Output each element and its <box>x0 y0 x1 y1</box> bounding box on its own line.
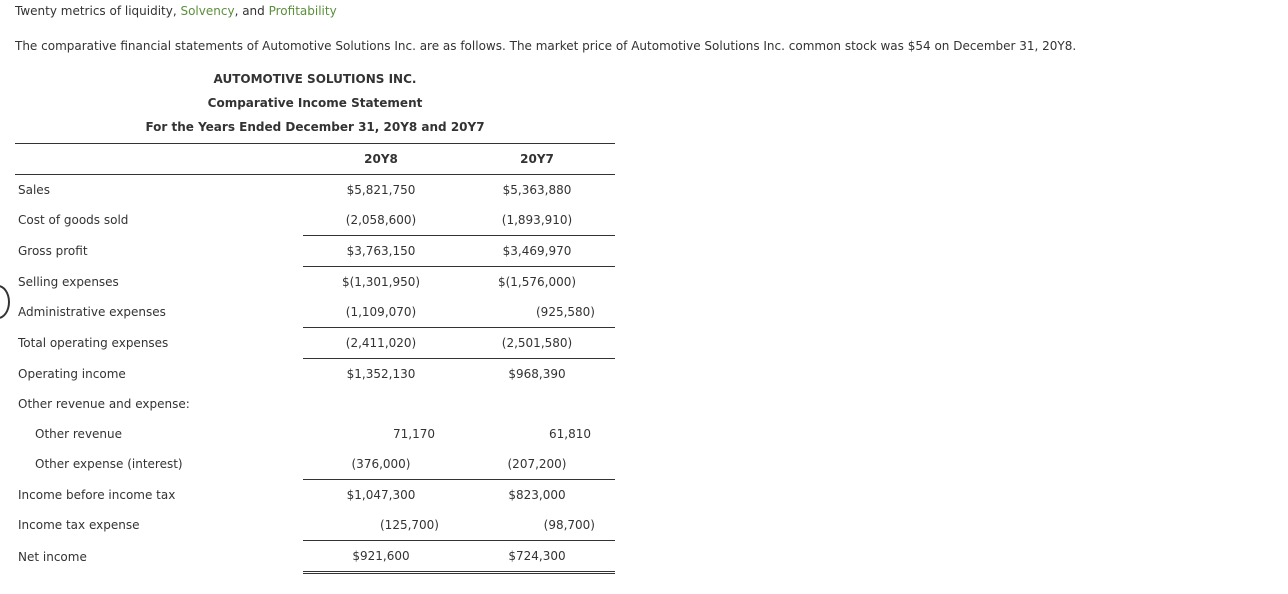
value-20y7: $823,000 <box>508 488 566 502</box>
statement-title: Comparative Income Statement <box>207 96 423 110</box>
value-20y8: $1,047,300 <box>346 488 416 502</box>
column-header-20y7: 20Y7 <box>459 144 615 175</box>
header-label-cell <box>15 144 303 175</box>
row-label: Other revenue <box>35 427 123 441</box>
row-label: Cost of goods sold <box>18 213 129 228</box>
intro-text: The comparative financial statements of Automotive Solutions Inc. are as follows. The market price of Automotive Solutions Inc. common stock was $54 on December 31, 20Y8. <box>15 39 1077 53</box>
row-label: Sales <box>18 183 50 197</box>
value-20y8: $3,763,150 <box>303 236 459 267</box>
row-income-tax-expense <box>15 510 615 541</box>
row-label: Other revenue and expense: <box>18 397 190 411</box>
value-20y7: (207,200) <box>459 449 615 480</box>
value-20y8: (2,058,600) <box>303 205 459 236</box>
row-other-revenue-and-expense <box>15 389 615 419</box>
title-prefix: Twenty metrics of liquidity, <box>15 4 181 18</box>
value-20y8: (2,411,020) <box>303 328 459 359</box>
value-20y8 <box>303 389 459 419</box>
row-administrative-expenses <box>15 297 615 328</box>
row-label: Operating income <box>18 366 126 381</box>
partial-circle-icon <box>0 285 10 319</box>
value-20y7: $3,469,970 <box>459 236 615 267</box>
row-label: Income before income tax <box>18 487 176 502</box>
column-header-20y8: 20Y8 <box>303 144 459 175</box>
row-label: Other expense (interest) <box>35 457 183 472</box>
row-other-revenue <box>15 419 615 449</box>
solvency-link[interactable]: Solvency <box>180 4 235 18</box>
row-label: Income tax expense <box>18 518 140 533</box>
row-label: Net income <box>18 549 87 564</box>
row-sales <box>15 175 615 206</box>
value-20y8: $5,821,750 <box>346 183 416 197</box>
title-separator: , and <box>234 4 269 18</box>
company-name: AUTOMOTIVE SOLUTIONS INC. <box>213 72 417 86</box>
value-20y8: $1,352,130 <box>346 367 416 381</box>
row-label: Administrative expenses <box>18 305 166 320</box>
row-label: Total operating expenses <box>18 336 169 350</box>
row-other-expense-interest <box>15 449 615 480</box>
row-total-operating-expenses <box>15 328 615 359</box>
value-20y7: $5,363,880 <box>502 183 572 197</box>
value-20y8: (376,000) <box>303 449 459 480</box>
row-label: Gross profit <box>18 244 88 258</box>
value-20y7: $968,390 <box>508 367 566 381</box>
value-20y7: (2,501,580) <box>459 328 615 359</box>
value-20y7: $(1,576,000) <box>497 275 577 289</box>
statement-period: For the Years Ended December 31, 20Y8 and 20Y7 <box>145 120 485 134</box>
value-20y8: $(1,301,950) <box>341 275 421 289</box>
value-20y7: $724,300 <box>459 541 615 573</box>
value-20y8: (125,700) <box>303 510 459 541</box>
table-header-row <box>15 144 615 175</box>
value-20y8: (1,109,070) <box>303 297 459 328</box>
row-label: Selling expenses <box>18 274 119 289</box>
profitability-link[interactable]: Profitability <box>268 4 337 18</box>
page-title <box>15 4 337 18</box>
row-income-before-income-tax <box>15 480 615 511</box>
value-20y7: (1,893,910) <box>459 205 615 236</box>
income-statement-table <box>15 143 615 574</box>
value-20y8: 71,170 <box>393 427 435 441</box>
row-selling-expenses <box>15 267 615 298</box>
value-20y7: (925,580) <box>459 297 615 328</box>
value-20y8: $921,600 <box>303 541 459 573</box>
row-gross-profit <box>15 236 615 267</box>
row-cost-of-goods-sold <box>15 205 615 236</box>
value-20y7: 61,810 <box>549 427 591 441</box>
row-net-income <box>15 541 615 573</box>
value-20y7 <box>459 389 615 419</box>
value-20y7: (98,700) <box>459 510 615 541</box>
row-operating-income <box>15 359 615 390</box>
